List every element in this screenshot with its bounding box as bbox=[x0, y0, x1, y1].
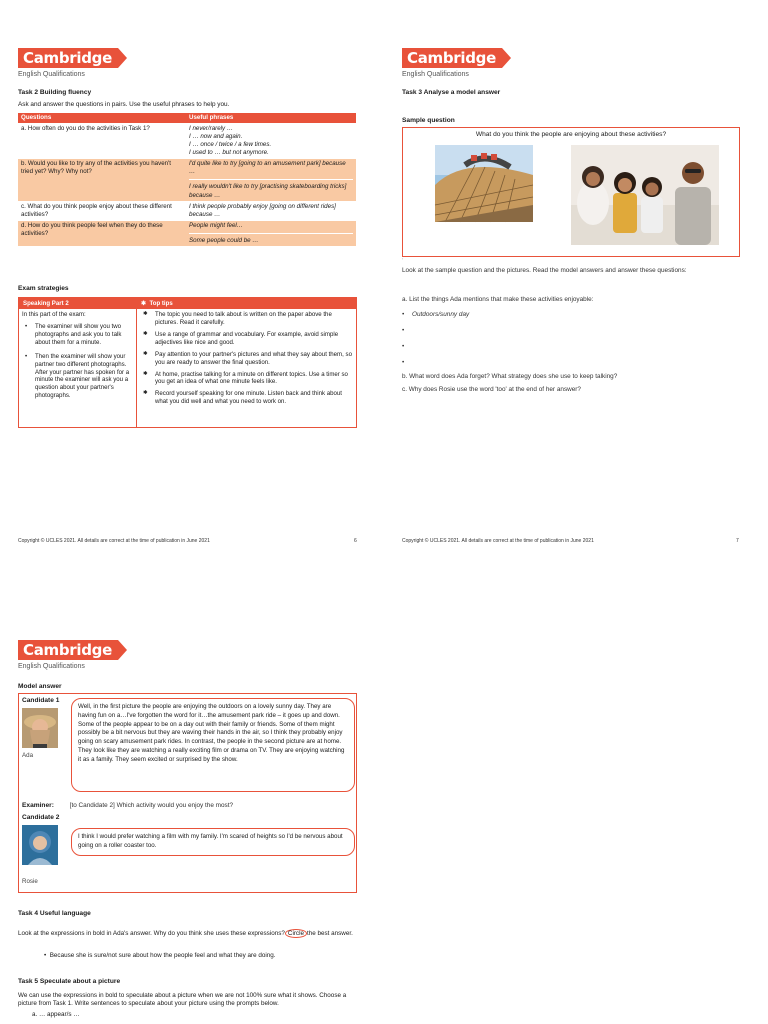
task3-instructions: Look at the sample question and the pictures. Read the model answers and answer these questions: bbox=[402, 267, 687, 274]
ada-speech-bubble: Well, in the first picture the people are enjoying the outdoors on a lovely sunny day. They are having fun on a…I've forgotten the word for it…the amusement park ride – it goes up and down. Some of the people appear to be on a day out with their family or friends. Some of them might possibly be a bit nervous but they are waving their hands in the air, so I think they probably enjoy going on scary amusement park rides. In contrast, the people in the second picture are at home. They look like they are watching a really exciting film or drama on TV. They are enjoying watching it as a family. They seem excited or surprised by the show. bbox=[71, 698, 355, 792]
phrase: Some people could be … bbox=[189, 236, 259, 244]
strategies-box bbox=[18, 297, 357, 428]
model-answer-title: Model answer bbox=[18, 683, 62, 690]
table-row bbox=[18, 159, 356, 201]
circle-word: Circle bbox=[285, 929, 307, 938]
examiner-question: [to Candidate 2] Which activity would you enjoy the most? bbox=[69, 802, 234, 809]
speaking-part-label: Speaking Part 2 bbox=[23, 300, 69, 307]
rosie-photo bbox=[22, 825, 58, 865]
task4-option-text: Because she is sure/not sure about how the people feel and what they are doing. bbox=[49, 952, 276, 959]
exam-part-info bbox=[19, 309, 137, 428]
page-6 bbox=[0, 0, 384, 544]
ada-avatar bbox=[22, 708, 58, 748]
page-number: 6 bbox=[354, 538, 357, 544]
footer-copyright: Copyright © UCLES 2021. All details are correct at the time of publication in June 2021 bbox=[18, 538, 210, 544]
question-cell: a. How often do you do the activities in Task 1? bbox=[18, 124, 186, 159]
logo-wordmark: Cambridge bbox=[402, 48, 502, 68]
table-row bbox=[18, 201, 356, 220]
phrases-cell: I think people probably enjoy [going on different rides] because … bbox=[186, 201, 356, 220]
answer-line bbox=[402, 359, 742, 368]
footer-copyright: Copyright © UCLES 2021. All details are correct at the time of publication in June 2021 bbox=[402, 538, 594, 544]
task4-text: Look at the expressions in bold in Ada's answer. Why do you think she uses these expressions? bbox=[18, 930, 285, 937]
rosie-name: Rosie bbox=[22, 878, 38, 885]
examiner-line bbox=[22, 802, 233, 811]
ada-name: Ada bbox=[22, 752, 34, 759]
task4-text-end: the best answer. bbox=[306, 930, 353, 937]
cambridge-logo bbox=[18, 640, 118, 671]
task3-title: Task 3 Analyse a model answer bbox=[402, 89, 501, 96]
rosie-avatar bbox=[22, 825, 58, 865]
cambridge-logo bbox=[402, 48, 502, 79]
cambridge-logo bbox=[18, 48, 118, 79]
question-a: a. List the things Ada mentions that make these activities enjoyable: bbox=[402, 296, 594, 303]
list-item: ✱ Record yourself speaking for one minute. Listen back and think about what you did well and what you need to work on. bbox=[141, 390, 352, 406]
exam-strategies-title: Exam strategies bbox=[18, 285, 69, 292]
candidate-2-label: Candidate 2 bbox=[22, 814, 60, 821]
phrases-cell bbox=[186, 159, 356, 201]
question-cell: c. What do you think people enjoy about these different activities? bbox=[18, 201, 186, 220]
ada-photo bbox=[22, 708, 58, 748]
list-item: ✱ Use a range of grammar and vocabulary. For example, avoid simple adjectives like nice and good. bbox=[141, 331, 352, 347]
top-tips-label: Top tips bbox=[149, 300, 173, 307]
star-icon: ✱ bbox=[141, 300, 150, 307]
page-8 bbox=[0, 512, 384, 1024]
tips-column bbox=[137, 309, 356, 428]
answer-line: • Outdoors/sunny day bbox=[402, 311, 742, 320]
candidate-1-label: Candidate 1 bbox=[22, 697, 60, 704]
strategy-intro: In this part of the exam: bbox=[22, 311, 86, 318]
question-cell: d. How do you think people feel when they do these activities? bbox=[18, 220, 186, 246]
header-questions: Questions bbox=[18, 113, 186, 124]
task4-option: • Because she is sure/not sure about how the people feel and what they are doing. bbox=[44, 952, 276, 959]
phrases-cell bbox=[186, 124, 356, 159]
logo-wordmark: Cambridge bbox=[18, 48, 118, 68]
phrases-cell bbox=[186, 220, 356, 246]
phrase: I used to … but not anymore. bbox=[189, 149, 269, 157]
model-answer-box bbox=[18, 693, 357, 893]
table-header bbox=[18, 113, 356, 124]
task5-instructions: We can use the expressions in bold to speculate about a picture when we are not 100% sure what it shows. Choose a picture from Task 1. Write sentences to speculate about your picture using the prompts below. bbox=[18, 992, 347, 1008]
logo-subtitle: English Qualifications bbox=[18, 663, 85, 670]
family-image bbox=[571, 145, 719, 245]
task2-title: Task 2 Building fluency bbox=[18, 89, 92, 96]
sample-question-title: Sample question bbox=[402, 117, 455, 124]
task5-title: Task 5 Speculate about a picture bbox=[18, 978, 121, 985]
phrase: I'd quite like to try [going to an amusement park] because … bbox=[189, 160, 353, 180]
list-item: ✱ At home, practise talking for a minute on different topics. Use a timer so you get an idea of what one minute feels like. bbox=[141, 371, 352, 387]
phrase: I … once / twice / a few times. bbox=[189, 141, 272, 149]
phrase: I … now and again. bbox=[189, 133, 243, 141]
examiner-label: Examiner: bbox=[22, 802, 54, 809]
photo-credit-mark: ' bbox=[402, 257, 403, 262]
rosie-speech-bubble: I think I would prefer watching a film with my family. I'm scared of heights so I'd be nervous about going on a roller coaster too. bbox=[71, 828, 355, 856]
page-7 bbox=[384, 0, 768, 544]
table-row bbox=[18, 124, 356, 159]
task2-instructions: Ask and answer the questions in pairs. Use the useful phrases to help you. bbox=[18, 101, 230, 108]
list-item: ✱ The topic you need to talk about is written on the paper above the pictures. Read it carefully. bbox=[141, 311, 352, 327]
strategies-body bbox=[19, 309, 356, 428]
task5-prompt-a: a. … appear/s … bbox=[32, 1011, 80, 1018]
logo-subtitle: English Qualifications bbox=[18, 71, 85, 78]
phrase: People might feel… bbox=[189, 222, 353, 234]
question-cell: b. Would you like to try any of the activities you haven't tried yet? Why? Why not? bbox=[18, 159, 186, 201]
list-item: • The examiner will show you two photographs and ask you to talk about them for a minute. bbox=[22, 323, 133, 347]
header-phrases: Useful phrases bbox=[186, 113, 356, 124]
strategy-list bbox=[22, 323, 133, 400]
task4-title: Task 4 Useful language bbox=[18, 910, 91, 917]
sample-question-text: What do you think the people are enjoying about these activities? bbox=[475, 131, 667, 138]
sample-question-box bbox=[402, 127, 740, 257]
task3-questions bbox=[402, 296, 742, 401]
task4-instructions bbox=[18, 930, 358, 938]
table-row bbox=[18, 220, 356, 246]
logo-wordmark: Cambridge bbox=[18, 640, 118, 660]
logo-subtitle: English Qualifications bbox=[402, 71, 469, 78]
phrase: I really wouldn't like to try [practising skateboarding tricks] because … bbox=[189, 183, 347, 199]
question-b: b. What word does Ada forget? What strategy does she use to keep talking? bbox=[402, 373, 618, 381]
roller-coaster-image bbox=[435, 145, 533, 222]
top-tips-heading bbox=[137, 298, 173, 309]
question-c: c. Why does Rosie use the word 'too' at the end of her answer? bbox=[402, 385, 581, 393]
family-watching-photo bbox=[571, 145, 719, 245]
list-item: ✱ Pay attention to your partner's pictures and what they say about them, so you are ready to answer the final question. bbox=[141, 351, 352, 367]
tips-list bbox=[141, 311, 352, 406]
page-number: 7 bbox=[736, 538, 739, 544]
strategies-header bbox=[19, 298, 356, 309]
roller-coaster-photo bbox=[435, 145, 533, 222]
answer-line bbox=[402, 327, 742, 336]
questions-table bbox=[18, 113, 356, 247]
answer-line bbox=[402, 343, 742, 352]
list-item: • Then the examiner will show your partner two different photographs. After your partner has spoken for a minute the examiner will ask you a question about your partner's photographs. bbox=[22, 353, 133, 401]
phrase: I never/rarely … bbox=[189, 125, 234, 133]
